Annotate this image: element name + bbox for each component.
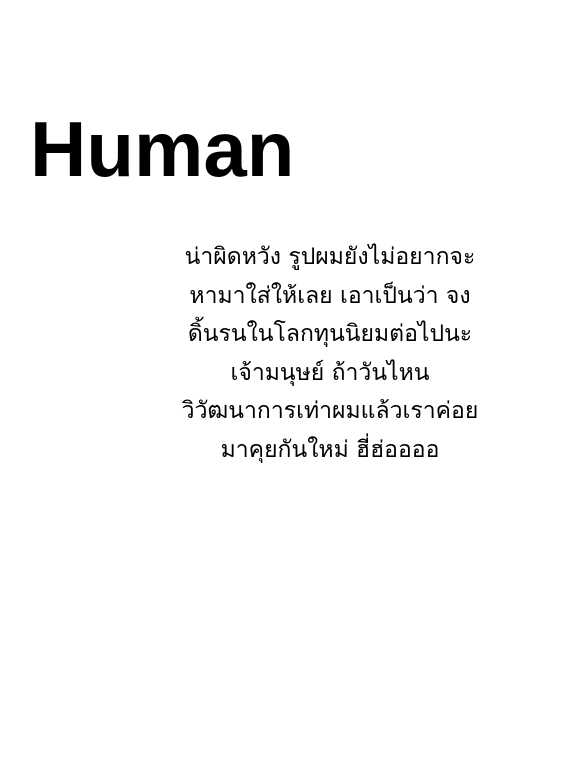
body-line: มาคุยกันใหม่ ฮี่ฮ่ออออ (220, 436, 440, 463)
body-line: ดิ้นรนในโลกทุนนิยมต่อไปนะ (187, 321, 473, 347)
body-line: เจ้ามนุษย์ ถ้าวันไหน (230, 359, 430, 386)
body-line: วิวัฒนาการเท่าผมแล้วเราค่อย (181, 398, 479, 424)
body-line: หามาใส่ให้เลย เอาเป็นว่า จง (189, 282, 471, 309)
body-paragraph (150, 238, 510, 469)
body-line: น่าผิดหวัง รูปผมยังไม่อยากจะ (184, 244, 476, 270)
page-title: Human (30, 105, 295, 193)
